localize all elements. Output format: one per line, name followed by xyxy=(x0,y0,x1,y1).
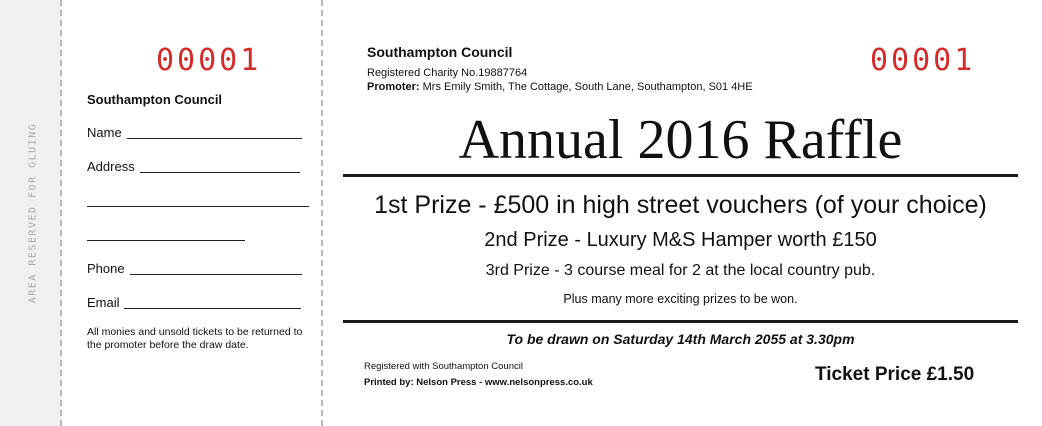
email-label: Email xyxy=(87,295,120,310)
promoter-details: Mrs Emily Smith, The Cottage, South Lane, Southampton, S01 4HE xyxy=(422,81,753,93)
stub-ticket-number: 00001 xyxy=(156,43,262,78)
printer-credit: Printed by: Nelson Press - www.nelsonpress.co.uk xyxy=(364,377,593,388)
name-label: Name xyxy=(87,125,122,140)
stub-return-note: All monies and unsold tickets to be returned to the promoter before the draw date. xyxy=(87,326,303,351)
phone-label: Phone xyxy=(87,261,125,276)
third-prize: 3rd Prize - 3 course meal for 2 at the local country pub. xyxy=(485,262,876,279)
more-prizes-note: Plus many more exciting prizes to be won. xyxy=(563,292,798,306)
first-prize: 1st Prize - £500 in high street vouchers (of your choice) xyxy=(374,191,987,219)
phone-field[interactable] xyxy=(130,274,302,275)
ticket-number: 00001 xyxy=(870,43,976,78)
address-label: Address xyxy=(87,159,135,174)
draw-date: To be drawn on Saturday 14th March 2055 at 3.30pm xyxy=(506,331,855,347)
registration-note: Registered with Southampton Council xyxy=(364,361,523,372)
perforation-line xyxy=(321,0,323,426)
address-field-line-1[interactable] xyxy=(140,172,300,173)
stub-organisation: Southampton Council xyxy=(87,92,223,107)
top-rule xyxy=(343,174,1018,177)
promoter-label: Promoter: xyxy=(367,81,420,93)
bottom-rule xyxy=(343,320,1018,323)
raffle-title: Annual 2016 Raffle xyxy=(458,109,903,171)
ticket-price: Ticket Price £1.50 xyxy=(815,364,975,385)
gluing-strip-label: AREA RESERVED FOR GLUING xyxy=(27,122,39,304)
ticket-organisation: Southampton Council xyxy=(367,44,513,60)
gluing-strip xyxy=(0,0,62,426)
address-field-line-2[interactable] xyxy=(87,206,309,207)
second-prize: 2nd Prize - Luxury M&S Hamper worth £150 xyxy=(484,229,877,251)
address-field-line-3[interactable] xyxy=(87,240,245,241)
name-field[interactable] xyxy=(127,138,302,139)
promoter-line xyxy=(367,81,753,93)
charity-number: Registered Charity No.19887764 xyxy=(367,67,528,79)
email-field[interactable] xyxy=(124,308,301,309)
